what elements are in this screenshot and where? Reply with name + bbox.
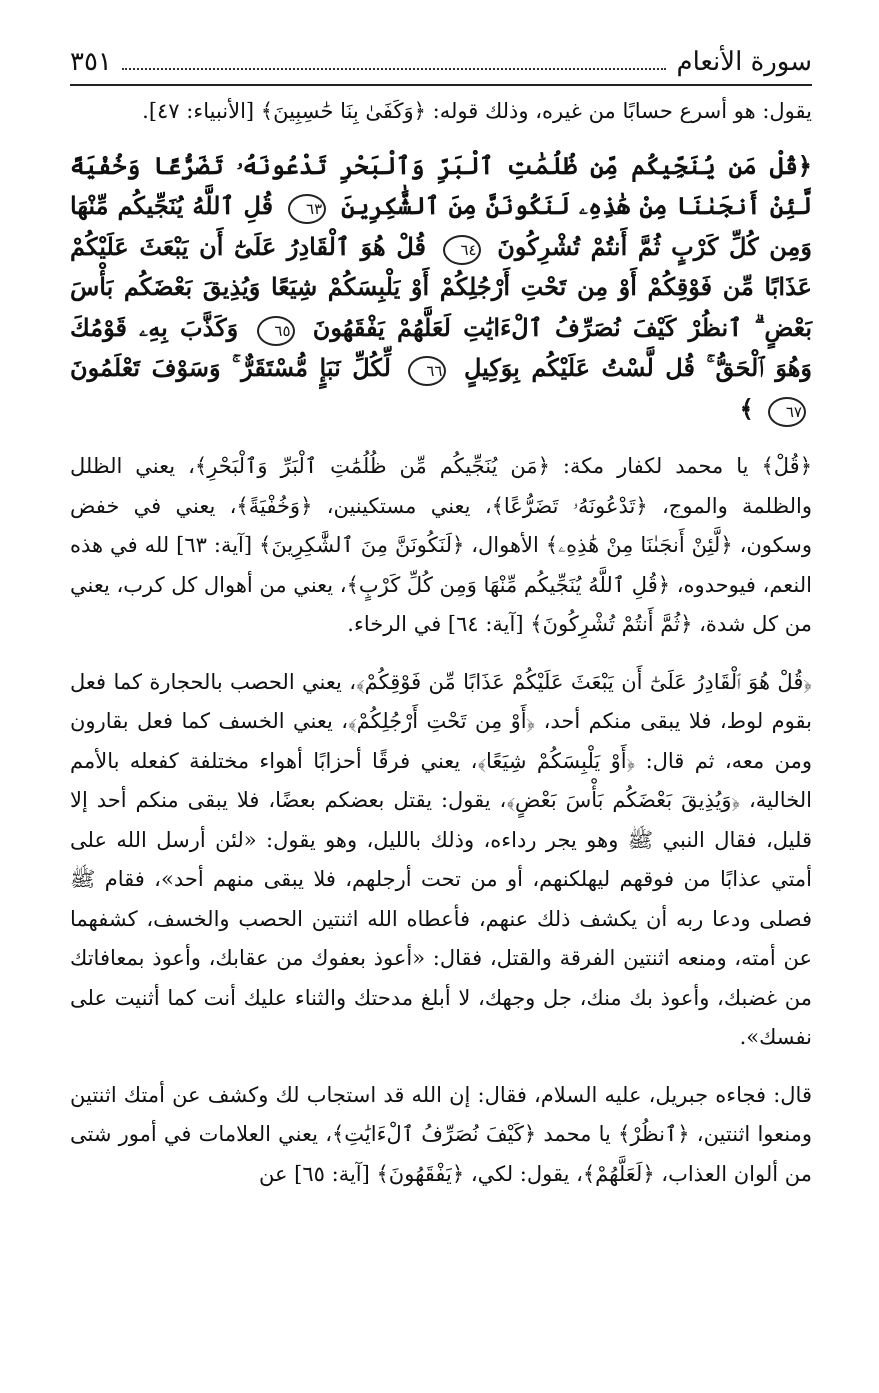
commentary-paragraph-2: ﴿قُلْ هُوَ ٱلْقَادِرُ عَلَىٰٓ أَن يَبْعَثَ عَلَيْكُمْ عَذَابًا مِّن فَوْقِكُمْ﴾، يعني الحصب بالحجارة كما فعل بقوم لوط، فلا يبقى منكم أحد، ﴿أَوْ مِن تَحْتِ أَرْجُلِكُمْ﴾، يعني الخسف كما فعل بقارون ومن معه، ثم قال: ﴿أَوْ يَلْبِسَكُمْ شِيَعًا﴾، يعني فرقًا أحزابًا أهواء مختلفة كفعله بالأمم الخالية، ﴿وَيُذِيقَ بَعْضَكُم بَأْسَ بَعْضٍ﴾، يقول: يقتل بعضكم بعضًا، فلا يبقى منكم أحد إلا قليل، فقال النبي ﷺ وهو يجر رداءه، وذلك بالليل، وهو يقول: «لئن أرسل الله على أمتي عذابًا من فوقهم ليهلكنهم، أو من تحت أرجلهم، فلا يبقى منهم أحد»، فقام ﷺ فصلى ودعا ربه أن يكشف ذلك عنهم، فأعطاه الله اثنتين الحصب والخسف، كشفهما عن أمته، ومنعه اثنتين الفرقة والقتل، فقال: «أعوذ بعفوك من عقابك، وأعوذ بمعافاتك من غضبك، وأعوذ بك منك، جل وجهك، لا أبلغ مدحتك والثناء عليك أنت كما أثنيت على نفسك».: [70, 669, 812, 1049]
running-header: [70, 42, 812, 86]
header-leader-dots: [122, 68, 667, 70]
ayah-number-67: ٦٧: [768, 397, 806, 427]
verse-65-text: قُلْ هُوَ ٱلْقَادِرُ عَلَىٰٓ أَن يَبْعَثَ عَلَيْكُمْ عَذَابًا مِّن فَوْقِكُمْ أَوْ مِن تَحْتِ أَرْجُلِكُمْ أَوْ يَلْبِسَكُمْ شِيَعًا وَيُذِيقَ بَعْضَكُم بَأْسَ بَعْضٍ ۗ ٱنظُرْ كَيْفَ نُصَرِّفُ ٱلْءَايَٰتِ لَعَلَّهُمْ يَفْقَهُونَ: [70, 231, 813, 342]
ayah-number-64: ٦٤: [443, 235, 481, 265]
verse-64-text: قُلِ ٱللَّهُ يُنَجِّيكُم مِّنْهَا وَمِن كُلِّ كَرْبٍ ثُمَّ أَنتُمْ تُشْرِكُونَ: [70, 191, 813, 261]
verse-close-bracket: ﴾: [739, 393, 754, 423]
surah-title: سورة الأنعام: [676, 47, 812, 77]
page: [70, 42, 812, 1194]
commentary-paragraph-1: ﴿قُلْ﴾ يا محمد لكفار مكة: ﴿مَن يُنَجِّيكُم مِّن ظُلُمَٰتِ ٱلْبَرِّ وَٱلْبَحْرِ﴾، يعني الظلل والظلمة والموج، ﴿تَدْعُونَهُۥ تَضَرُّعًا﴾، يعني مستكينين، ﴿وَخُفْيَةً﴾، يعني في خفض وسكون، ﴿لَّئِنْ أَنجَىٰنَا مِنْ هَٰذِهِۦ﴾ الأهوال، ﴿لَنَكُونَنَّ مِنَ ٱلشَّٰكِرِينَ﴾ [آية: ٦٣] لله في هذه النعم، فيوحدوه، ﴿قُلِ ٱللَّهُ يُنَجِّيكُم مِّنْهَا وَمِن كُلِّ كَرْبٍ﴾، يعني من أهوال كل كرب، يعني من كل شدة، ﴿ثُمَّ أَنتُمْ تُشْرِكُونَ﴾ [آية: ٦٤] في الرخاء.: [70, 454, 812, 636]
page-number: ٣٥١: [70, 47, 112, 77]
verse-66-text: وَكَذَّبَ بِهِۦ قَوْمُكَ وَهُوَ ٱلْحَقُّ ۚ قُل لَّسْتُ عَلَيْكُم بِوَكِيلٍ: [70, 312, 812, 382]
intro-paragraph: يقول: هو أسرع حسابًا من غيره، وذلك قوله: ﴿وَكَفَىٰ بِنَا حَٰسِبِينَ﴾ [الأنبياء: ٤٧].: [142, 99, 812, 123]
ayah-number-65: ٦٥: [257, 316, 295, 346]
ayah-number-66: ٦٦: [408, 356, 446, 386]
quran-verses-block: [70, 146, 812, 430]
verse-67-text: لِّكُلِّ نَبَإٍ مُّسْتَقَرٌّ ۚ وَسَوْفَ تَعْلَمُونَ: [70, 353, 391, 382]
ayah-number-63: ٦٣: [288, 194, 326, 224]
verse-63-text: ﴿قُلْ مَن يُنَجِّيكُم مِّن ظُلُمَٰتِ ٱلْبَرِّ وَٱلْبَحْرِ تَدْعُونَهُۥ تَضَرُّعًا وَخُفْيَةً لَّئِنْ أَنجَىٰنَا مِنْ هَٰذِهِۦ لَنَكُونَنَّ مِنَ ٱلشَّٰكِرِينَ: [70, 150, 813, 220]
commentary-paragraph-3: قال: فجاءه جبريل، عليه السلام، فقال: إن الله قد استجاب لك وكشف عن أمتك اثنتين ومنعوا اثنتين، ﴿ٱنظُرْ﴾ يا محمد ﴿كَيْفَ نُصَرِّفُ ٱلْءَايَٰتِ﴾، يعني العلامات في أمور شتى من ألوان العذاب، ﴿لَعَلَّهُمْ﴾، يقول: لكي، ﴿يَفْقَهُونَ﴾ [آية: ٦٥] عن: [70, 1082, 812, 1186]
